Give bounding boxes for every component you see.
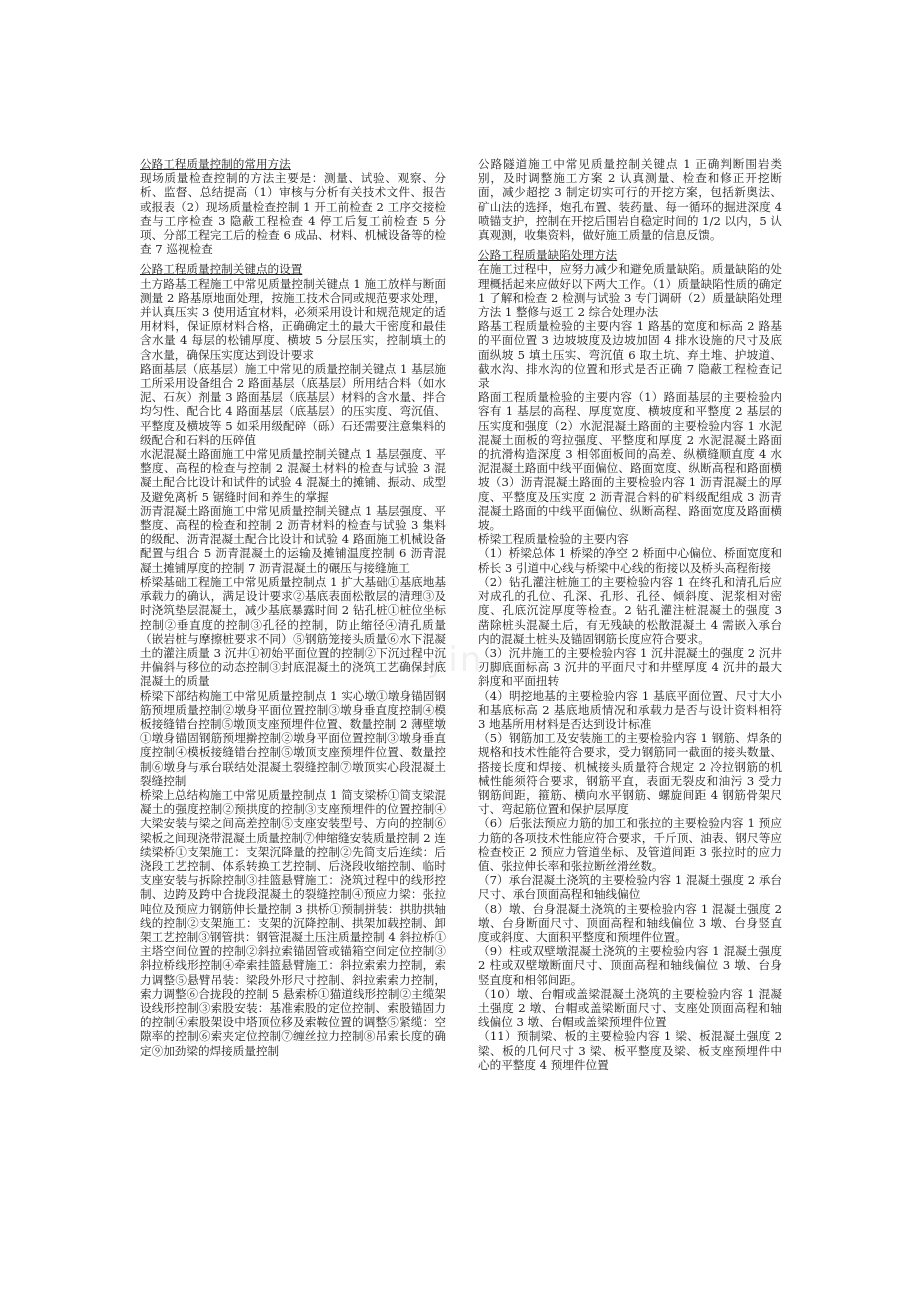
- paragraph: （8）墩、台身混凝土浇筑的主要检验内容 1 混凝土强度 2 墩、台身断面尺寸、顶面高程和轴线偏位 3 墩、台身竖直度或斜度、大面积平整度和预埋件位置。: [478, 901, 782, 944]
- paragraph: 路面工程质量检验的主要内容（1）路面基层的主要检验内容有 1 基层的高程、厚度宽度、横坡度和平整度 2 基层的压实度和强度（2）水泥混凝土路面的主要检验内容 1 水泥混凝土面板的弯拉强度、平整度和厚度 2 水泥混凝土路面的抗滑构造深度 3 相邻面板间的高差、纵横缝顺直度 4 水泥混凝土路面中线平面偏位、路面宽度、纵断高程和路面横坡（3）沥青混凝土路面的主要检验内容 1 沥青混凝土的厚度、平整度及压实度 2 沥青混合料的矿料级配组成 3 沥青混凝土路面的中线平面偏位、纵断高程、路面宽度及路面横坡。: [478, 390, 782, 533]
- section-heading: 公路工程质量控制关键点的设置: [140, 262, 303, 277]
- paragraph: （11）预制梁、板的主要检验内容 1 梁、板混凝土强度 2 梁、板的几何尺寸 3 梁、板平整度及梁、板支座预埋件中心的平整度 4 预埋件位置: [478, 1029, 782, 1072]
- paragraph: （10）墩、台帽或盖梁混凝土浇筑的主要检验内容 1 混凝土强度 2 墩、台帽或盖梁断面尺寸、支座处顶面高程和轴线偏位 3 墩、台帽或盖梁预埋件位置: [478, 986, 782, 1030]
- paragraph: 路面基层（底基层）施工中常见的质量控制关键点 1 基层施工所采用设备组合 2 路面基层（底基层）所用结合料（如水泥、石灰）剂量 3 路面基层（底基层）材料的含水量、拌合均匀性、配合比 4 路面基层（底基层）的压实度、弯沉值、平整度及横坡等 5 如采用级配碎（砾）石还需要注意集料的级配合和石料的压碎值: [140, 361, 446, 447]
- paragraph: 公路隧道施工中常见质量控制关键点 1 正确判断围岩类别，及时调整施工方案 2 认真测量、检查和修正开挖断面，减少超挖 3 制定切实可行的开挖方案，包括新奥法、矿山法的选择，炮孔布置、装药量、每一循环的掘进深度 4 喷锚支护，控制在开挖后围岩自稳定时间的 1/2 以内，5 认真观测，收集资料，做好施工质量的信息反馈。: [478, 157, 782, 243]
- paragraph: 桥梁工程质量检验的主要内容: [478, 532, 629, 547]
- paragraph: （9）柱或双壁墩混凝土浇筑的主要检验内容 1 混凝土强度 2 柱或双壁墩断面尺寸、顶面高程和轴线偏位 3 墩、台身竖直度和相邻间距。: [478, 944, 782, 987]
- left-column: [140, 157, 446, 1058]
- right-column: [478, 157, 782, 1072]
- paragraph: （1）桥梁总体 1 桥梁的净空 2 桥面中心偏位、桥面宽度和桥长 3 引道中心线与桥梁中心线的衔接以及桥头高程衔接: [478, 546, 782, 575]
- paragraph: （5）钢筋加工及安装施工的主要检验内容 1 钢筋、焊条的规格和技术性能符合要求，受力钢筋同一截面的接头数量、搭接长度和焊接、机械接头质量符合规定 2 冷拉钢筋的机械性能须符合要求，钢筋平直，表面无裂皮和油污 3 受力钢筋间距，箍筋、横向水平钢筋、螺旋间距 4 钢筋骨架尺寸、弯起筋位置和保护层厚度: [478, 731, 782, 817]
- paragraph: （7）承台混凝土浇筑的主要检验内容 1 混凝土强度 2 承台尺寸、承台顶面高程和轴线偏位: [478, 873, 782, 902]
- paragraph: 桥梁基础工程施工中常见质量控制点 1 扩大基础①基底地基承载力的确认，满足设计要求②基底表面松散层的清理③及时浇筑垫层混凝土，减少基底暴露时间 2 钻孔桩①桩位坐标控制②垂直度的控制③孔径的控制，防止缩径④清孔质量（嵌岩桩与摩擦桩要求不同）⑤钢筋笼接头质量⑥水下混凝土的灌注质量 3 沉井①初始平面位置的控制②下沉过程中沉井偏斜与移位的动态控制③封底混凝土的浇筑工艺确保封底混凝土的质量: [140, 574, 446, 689]
- watermark-text: zlyin: [395, 640, 484, 680]
- paragraph: 桥梁上总结构施工中常见质量控制点 1 简支梁桥①简支梁混凝土的强度控制②预拱度的控制③支座预埋件的位置控制④大梁安装与梁之间高差控制⑤支座安装型号、方向的控制⑥梁板之间现浇带混凝土质量控制⑦伸缩缝安装质量控制 2 连续梁桥①支架施工：支架沉降量的控制②先简支后连续：后浇段工艺控制、体系转换工艺控制、后浇段收缩控制、临时支座安装与拆除控制③挂篮悬臂施工：浇筑过程中的线形控制、边跨及跨中合拢段混凝土的裂缝控制④预应力梁：张拉吨位及预应力钢筋伸长量控制 3 拱桥①预制拼装：拱肋拱轴线的控制②支架施工：支架的沉降控制、拱架加载控制、卸架工艺控制③钢管拱：钢管混凝土压注质量控制 4 斜拉桥①主塔空间位置的控制②斜拉索锚固管或锚箱空间定位控制③斜拉桥线形控制④牵索挂篮悬臂施工：斜拉索索力控制，索力调整⑤悬臂吊装：梁段外形尺寸控制、斜拉索索力控制，索力调整⑥合拢段的控制 5 悬索桥①猫道线形控制②主缆架设线形控制③索股安装：基准索股的定位控制、索股锚固力的控制④索股架设中塔顶位移及索鞍位置的调整⑤紧缆：空隙率的控制⑥索夹定位控制⑦缠丝拉力控制⑧吊索长度的确定⑨加劲梁的焊接质量控制: [140, 787, 446, 1058]
- paragraph: 桥梁下部结构施工中常见质量控制点 1 实心墩①墩身锚固钢筋预埋质量控制②墩身平面位置控制③墩身垂直度控制④模板接缝错台控制⑤墩顶支座预埋件位置、数量控制 2 薄壁墩①墩身锚固钢筋预埋擀控制②墩身平面位置控制③墩身垂直度控制④模板接缝错台控制⑤墩顶支座预埋件位置、数量控制⑥墩身与承台联结处混凝土裂缝控制⑦墩顶实心段混凝土裂缝控制: [140, 688, 446, 788]
- paragraph: 沥青混凝土路面施工中常见质量控制关键点 1 基层强度、平整度、高程的检查和控制 2 沥青材料的检查与试验 3 集料的级配、沥青混凝土配合比设计和试验 4 路面施工机械设备配置与组合 5 沥青混凝土的运输及摊铺温度控制 6 沥青混凝土摊铺厚度的控制 7 沥青混凝土的碾压与接缝施工: [140, 503, 446, 575]
- paragraph: 水泥混凝土路面施工中常见质量控制关键点 1 基层强度、平整度、高程的检查与控制 2 混凝土材料的检查与试验 3 混凝土配合比设计和试件的试验 4 混凝土的摊铺、振动、成型及避免离析 5 锯缝时间和养生的掌握: [140, 447, 446, 504]
- paragraph: 土方路基工程施工中常见质量控制关键点 1 施工放样与断面测量 2 路基原地面处理，按施工技术合同或规范要求处理，并认真压实 3 使用适宜材料，必须采用设计和规范规定的适用材料，保证原材料合格，正确确定土的最大干密度和最佳含水量 4 每层的松铺厚度、横坡 5 分层压实，控制填土的含水量，确保压实度达到设计要求: [140, 276, 446, 362]
- paragraph: 路基工程质量检验的主要内容 1 路基的宽度和标高 2 路基的平面位置 3 边坡坡度及边坡加固 4 排水设施的尺寸及底面纵坡 5 填土压实、弯沉值 6 取土坑、弃土堆、护坡道、截水沟、排水沟的位置和形式是否正确 7 隐蔽工程检查记录: [478, 319, 782, 391]
- paragraph: （2）钻孔灌注桩施工的主要检验内容 1 在终孔和清孔后应对成孔的孔位、孔深、孔形、孔径、倾斜度、泥浆相对密度、孔底沉淀厚度等检查。2 钻孔灌注桩混凝土的强度 3 凿除桩头混凝土后，有无残缺的松散混凝土 4 需嵌入承台内的混凝土桩头及锚固钢筋长度应符合要求。: [478, 574, 782, 646]
- paragraph: 在施工过程中，应努力减少和避免质量缺陷。质量缺陷的处理概括起来应做好以下两大工作。（1）质量缺陷性质的确定 1 了解和检查 2 检测与试验 3 专门调研（2）质量缺陷处理方法 1 整修与返工 2 综合处理办法: [478, 262, 782, 320]
- paragraph: （4）明挖地基的主要检验内容 1 基底平面位置、尺寸大小和基底标高 2 基底地质情况和承载力是否与设计资料相符 3 地基所用材料是否达到设计标准: [478, 688, 782, 731]
- paragraph: （6）后张法预应力筋的加工和张拉的主要检验内容 1 预应力筋的各项技术性能应符合要求，千斤顶、油表、钢尺等应检查校正 2 预应力管道坐标、及管道间距 3 张拉时的应力值、张拉伸长率和张拉断丝滑丝数。: [478, 816, 782, 873]
- paragraph: 现场质量检查控制的方法主要是：测量、试验、观察、分析、监督、总结提高（1）审核与分析有关技术文件、报告或报表（2）现场质量检查控制 1 开工前检查 2 工序交接检查与工序检查 3 隐蔽工程检查 4 停工后复工前检查 5 分项、分部工程完工后的检查 6 成品、材料、机械设备等的检查 7 巡视检查: [140, 171, 446, 257]
- paragraph: （3）沉井施工的主要检验内容 1 沉井混凝土的强度 2 沉井刃脚底面标高 3 沉井的平面尺寸和井壁厚度 4 沉井的最大斜度和平面扭转: [478, 645, 782, 689]
- section-heading: 公路工程质量控制的常用方法: [140, 157, 291, 171]
- section-heading: 公路工程质量缺陷处理方法: [478, 248, 618, 263]
